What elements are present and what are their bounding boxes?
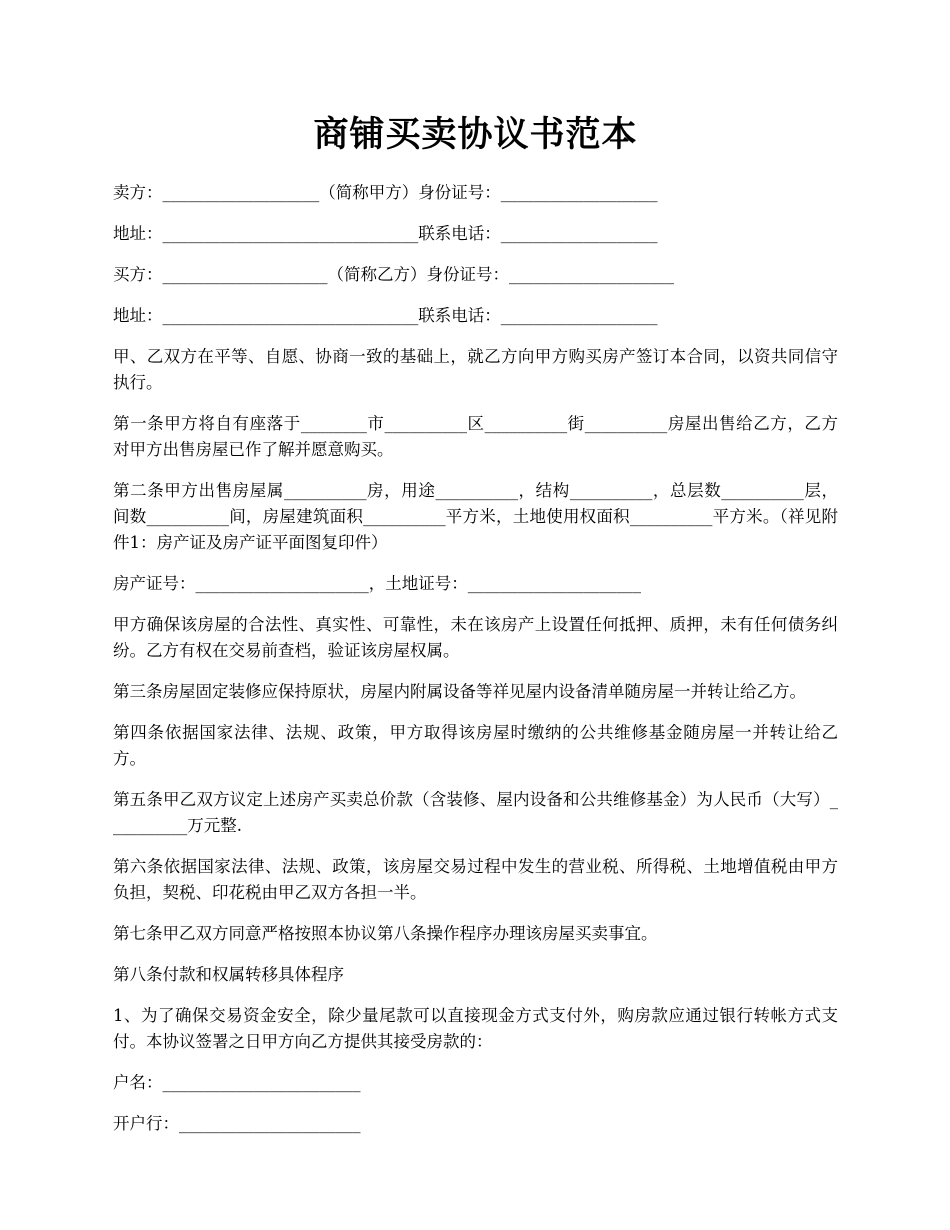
bank-line: 开户行：______________________ [113, 1114, 361, 1133]
article-1: 第一条甲方将自有座落于________市__________区__________街__________房屋出售给乙方，乙方对甲方出售房屋已作了解并愿意购买。 [113, 414, 838, 459]
article-2: 第二条甲方出售房屋属__________房，用途__________，结构__________，总层数__________层，间数__________间，房屋建筑面积__________平方米，土地使用权面积__________平方米。（祥见附件1：房产证及房产证平面图复印件） [113, 481, 838, 552]
certificate-numbers-line: 房产证号：_____________________，土地证号：_____________________ [113, 574, 641, 593]
buyer-address-line: 地址：_______________________________联系电话：___________________ [113, 306, 658, 325]
seller-line: 卖方：___________________（简称甲方）身份证号：___________________ [113, 183, 658, 202]
article-8-item-1: 1、为了确保交易资金安全，除少量尾款可以直接现金方式支付外，购房款应通过银行转帐方式支付。本协议签署之日甲方向乙方提供其接受房款的： [113, 1006, 838, 1051]
preamble-paragraph: 甲、乙双方在平等、自愿、协商一致的基础上，就乙方向甲方购买房产签订本合同，以资共同信守执行。 [113, 347, 838, 392]
seller-guarantee-paragraph: 甲方确保该房屋的合法性、真实性、可靠性，未在该房产上设置任何抵押、质押，未有任何债务纠纷。乙方有权在交易前查档，验证该房屋权属。 [113, 615, 838, 660]
article-5: 第五条甲乙双方议定上述房产买卖总价款（含装修、屋内设备和公共维修基金）为人民币（大写）__________万元整. [113, 790, 838, 835]
article-7: 第七条甲乙双方同意严格按照本协议第八条操作程序办理该房屋买卖事宜。 [113, 924, 658, 943]
buyer-line: 买方：____________________（简称乙方）身份证号：____________________ [113, 265, 674, 284]
article-3: 第三条房屋固定装修应保持原状，房屋内附属设备等祥见屋内设备清单随房屋一并转让给乙方。 [113, 682, 806, 701]
article-8-heading: 第八条付款和权属转移具体程序 [113, 965, 344, 984]
document-title: 商铺买卖协议书范本 [313, 114, 638, 155]
seller-address-line: 地址：_______________________________联系电话：___________________ [113, 224, 658, 243]
article-6: 第六条依据国家法律、法规、政策，该房屋交易过程中发生的营业税、所得税、土地增值税由甲方负担，契税、印花税由甲乙双方各担一半。 [113, 857, 838, 902]
article-4: 第四条依据国家法律、法规、政策，甲方取得该房屋时缴纳的公共维修基金随房屋一并转让给乙方。 [113, 723, 838, 768]
account-name-line: 户名：________________________ [113, 1073, 361, 1092]
